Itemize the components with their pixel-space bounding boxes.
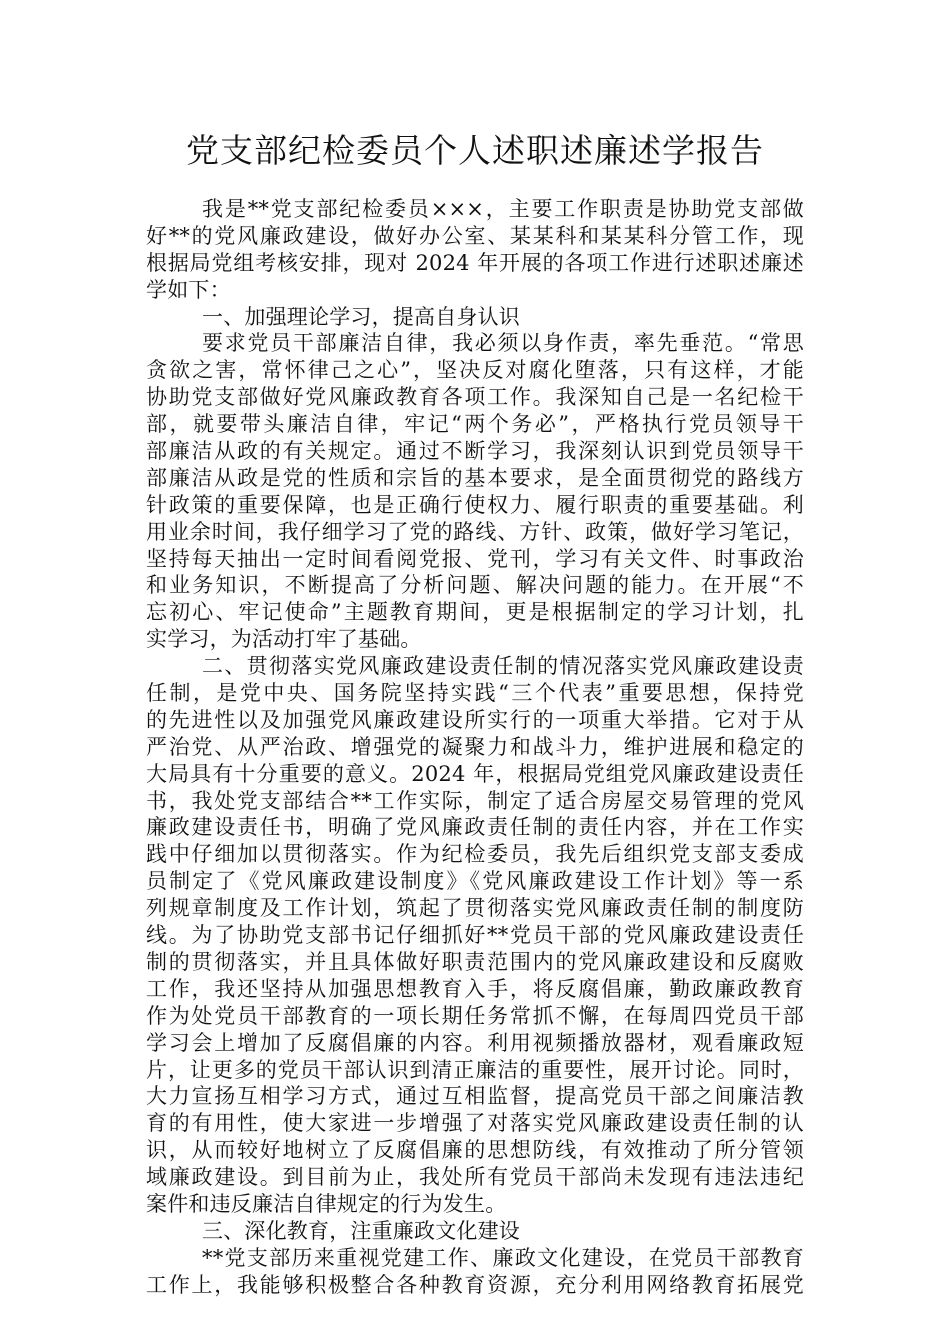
text-line: 和业务知识，不断提高了分析问题、解决问题的能力。在开展“不 — [146, 573, 804, 598]
text-line: 根据局党组考核安排，现对 2024 年开展的各项工作进行述职述廉述 — [146, 250, 804, 275]
document-body — [146, 196, 804, 1299]
text-line: 大局具有十分重要的意义。2024 年，根据局党组党风廉政建设责任 — [146, 761, 804, 786]
text-line: 协助党支部做好党风廉政教育各项工作。我深知自己是一名纪检干 — [146, 385, 804, 410]
text-line: 二、贯彻落实党风廉政建设责任制的情况落实党风廉政建设责 — [202, 654, 804, 679]
document-title: 党支部纪检委员个人述职述廉述学报告 — [186, 131, 764, 170]
text-line: 工作上，我能够积极整合各种教育资源，充分利用网络教育拓展党 — [146, 1272, 804, 1297]
text-line: 严治党、从严治政、增强党的凝聚力和战斗力，维护进展和稳定的 — [146, 734, 804, 759]
text-line: 践中仔细加以贯彻落实。作为纪检委员，我先后组织党支部支委成 — [146, 842, 804, 867]
text-line: 实学习，为活动打牢了基础。 — [146, 627, 422, 652]
text-line: 识，从而较好地树立了反腐倡廉的思想防线，有效推动了所分管领 — [146, 1138, 804, 1163]
text-line: 廉政建设责任书，明确了党风廉政责任制的责任内容，并在工作实 — [146, 815, 804, 840]
text-line: 学习会上增加了反腐倡廉的内容。利用视频播放器材，观看廉政短 — [146, 1030, 804, 1055]
text-line: 贪欲之害，常怀律己之心”，坚决反对腐化堕落，只有这样，才能 — [146, 358, 804, 383]
text-line: 的先进性以及加强党风廉政建设所实行的一项重大举措。它对于从 — [146, 707, 804, 732]
text-line: 任制，是党中央、国务院坚持实践“三个代表”重要思想，保持党 — [146, 681, 804, 706]
text-line: 针政策的重要保障，也是正确行使权力、履行职责的重要基础。利 — [146, 492, 804, 517]
text-line: 用业余时间，我仔细学习了党的路线、方针、政策，做好学习笔记， — [146, 519, 804, 544]
text-line: **党支部历来重视党建工作、廉政文化建设，在党员干部教育 — [202, 1245, 804, 1270]
text-line: 部，就要带头廉洁自律，牢记“两个务必”，严格执行党员领导干 — [146, 412, 804, 437]
text-line: 书，我处党支部结合**工作实际，制定了适合房屋交易管理的党风 — [146, 788, 804, 813]
text-line: 学如下： — [146, 277, 231, 302]
text-line: 要求党员干部廉洁自律，我必须以身作责，率先垂范。“常思 — [202, 331, 804, 356]
text-line: 大力宣扬互相学习方式，通过互相监督，提高党员干部之间廉洁教 — [146, 1084, 804, 1109]
text-line: 一、加强理论学习，提高自身认识 — [202, 304, 520, 329]
text-line: 育的有用性，使大家进一步增强了对落实党风廉政建设责任制的认 — [146, 1111, 804, 1136]
text-line: 三、深化教育，注重廉政文化建设 — [202, 1218, 520, 1243]
text-line: 员制定了《党风廉政建设制度》《党风廉政建设工作计划》等一系 — [146, 869, 804, 894]
text-line: 部廉洁从政是党的性质和宗旨的基本要求，是全面贯彻党的路线方 — [146, 465, 804, 490]
text-line: 片，让更多的党员干部认识到清正廉洁的重要性，展开讨论。同时， — [146, 1057, 804, 1082]
text-line: 好**的党风廉政建设，做好办公室、某某科和某某科分管工作，现 — [146, 223, 804, 248]
text-line: 制的贯彻落实，并且具体做好职责范围内的党风廉政建设和反腐败 — [146, 949, 804, 974]
text-line: 部廉洁从政的有关规定。通过不断学习，我深刻认识到党员领导干 — [146, 439, 804, 464]
text-line: 我是**党支部纪检委员×××，主要工作职责是协助党支部做 — [202, 197, 804, 221]
text-line: 线。为了协助党支部书记仔细抓好**党员干部的党风廉政建设责任 — [146, 923, 804, 948]
text-line: 作为处党员干部教育的一项长期任务常抓不懈，在每周四党员干部 — [146, 1003, 804, 1028]
text-line: 忘初心、牢记使命”主题教育期间，更是根据制定的学习计划，扎 — [146, 600, 804, 625]
text-line: 坚持每天抽出一定时间看阅党报、党刊，学习有关文件、时事政治 — [146, 546, 804, 571]
text-line: 列规章制度及工作计划，筑起了贯彻落实党风廉政责任制的制度防 — [146, 896, 804, 921]
text-line: 域廉政建设。到目前为止，我处所有党员干部尚未发现有违法违纪 — [146, 1165, 804, 1190]
text-line: 案件和违反廉洁自律规定的行为发生。 — [146, 1191, 507, 1216]
text-line: 工作，我还坚持从加强思想教育入手，将反腐倡廉，勤政廉政教育 — [146, 976, 804, 1001]
